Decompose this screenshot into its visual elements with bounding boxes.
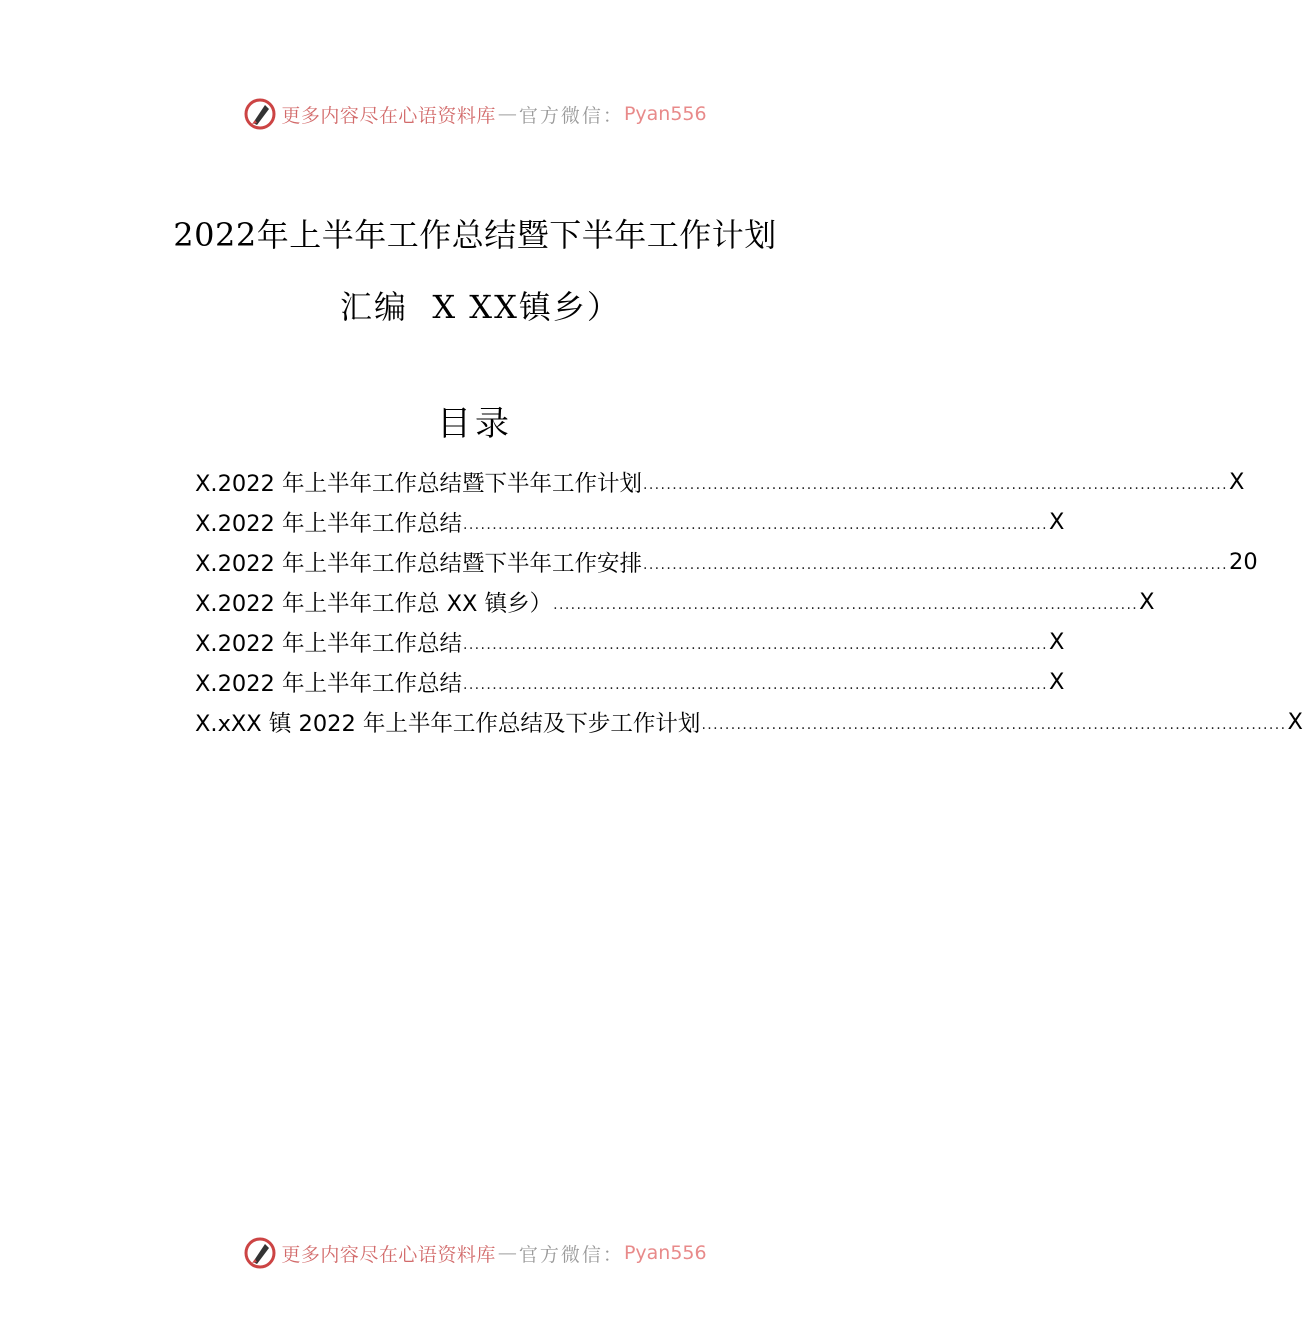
banner-dash: — [497,1242,517,1264]
toc-entry-title: X.2022 年上半年工作总结暨下半年工作安排 [195,551,642,577]
toc-entry[interactable] [195,542,1258,582]
toc-entry-page: X [1049,629,1065,655]
toc-entry[interactable] [195,502,1065,542]
toc-leader-dots: .................................................................................................... [553,597,1139,613]
pen-nib-circle-icon [243,97,277,131]
header-watermark-banner [0,94,950,134]
toc-entry-page: X [1139,589,1155,615]
official-wechat-label: 官方微信： [518,1243,624,1266]
wechat-id: Pyan556 [623,103,707,125]
wechat-id: Pyan556 [623,1242,707,1264]
footer-watermark-banner [0,1233,950,1273]
toc-entry-title: X.2022 年上半年工作总结 [195,631,462,657]
toc-entry-title: X.xXX 镇 2022 年上半年工作总结及下步工作计划 [195,711,701,737]
document-title-line1: 2022年上半年工作总结暨下半年工作计划 [173,216,777,254]
site-name-text: 更多内容尽在心语资料库 [281,104,496,127]
toc-entry[interactable] [195,582,1155,622]
table-of-contents [195,462,1303,742]
toc-entry[interactable] [195,462,1245,502]
toc-entry[interactable] [195,622,1065,662]
toc-entry-title: X.2022 年上半年工作总 XX 镇乡） [195,591,553,617]
toc-entry[interactable] [195,702,1303,742]
toc-entry-title: X.2022 年上半年工作总结 [195,671,462,697]
toc-leader-dots: .................................................................................................... [462,677,1049,693]
toc-entry-page: 20 [1229,549,1258,575]
toc-leader-dots: .................................................................................................... [462,517,1049,533]
toc-leader-dots: .................................................................................................... [642,557,1229,573]
toc-heading: 目录 [437,404,513,444]
toc-leader-dots: .................................................................................................... [642,477,1229,493]
document-title-line2: 汇编 X XX镇乡） [340,288,621,326]
site-name-text: 更多内容尽在心语资料库 [281,1243,496,1266]
toc-entry[interactable] [195,662,1065,702]
toc-leader-dots: .................................................................................................... [462,637,1049,653]
banner-dash: — [497,103,517,125]
toc-entry-page: X [1287,709,1303,735]
toc-leader-dots: .................................................................................................... [701,717,1287,733]
toc-entry-title: X.2022 年上半年工作总结暨下半年工作计划 [195,471,642,497]
toc-entry-title: X.2022 年上半年工作总结 [195,511,462,537]
toc-entry-page: X [1229,469,1245,495]
official-wechat-label: 官方微信： [518,104,624,127]
toc-entry-page: X [1049,509,1065,535]
pen-nib-circle-icon [243,1236,277,1270]
toc-entry-page: X [1049,669,1065,695]
